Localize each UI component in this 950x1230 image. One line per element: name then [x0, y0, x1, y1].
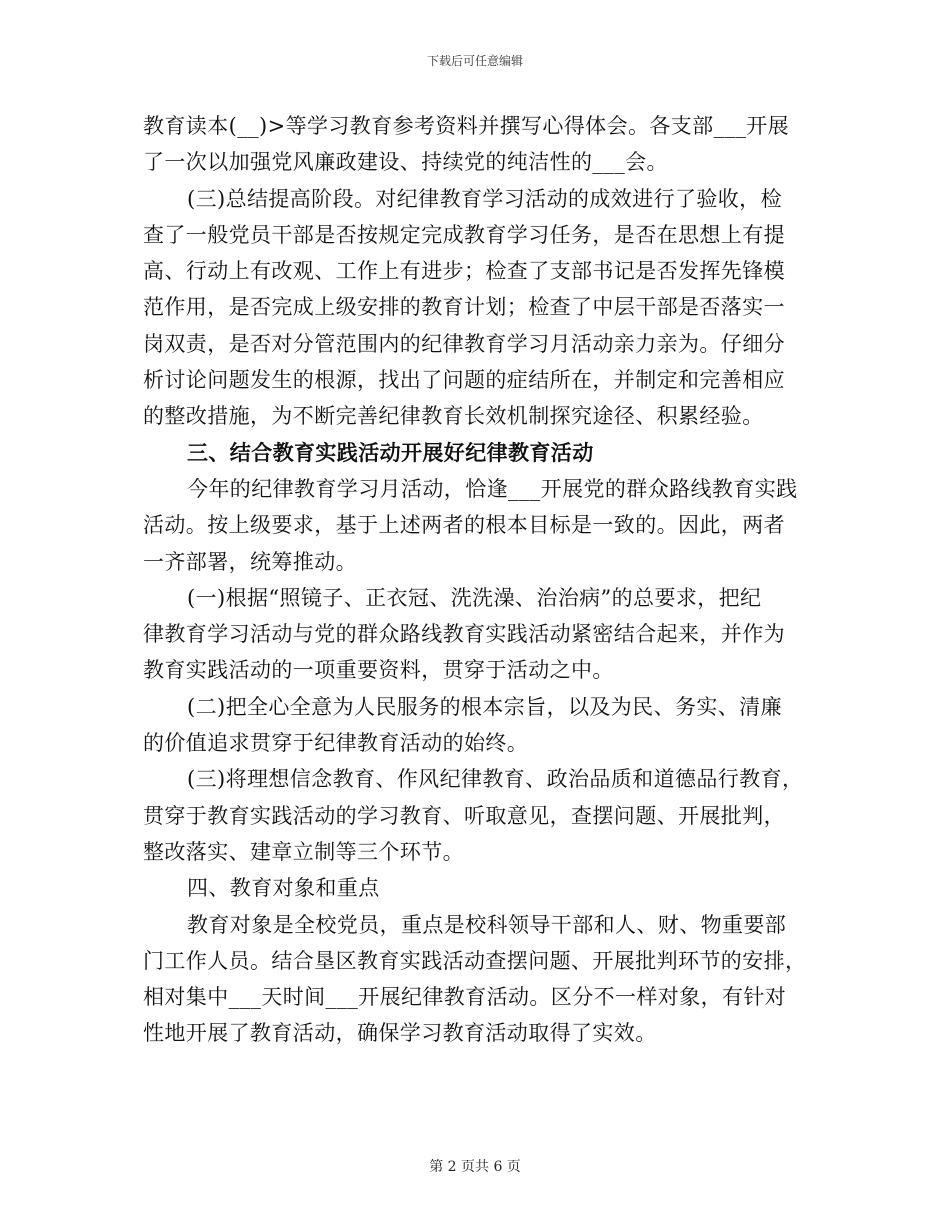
text-line: 教育对象是全校党员，重点是校科领导干部和人、财、物重要部: [187, 912, 787, 937]
text-line: 性地开展了教育活动，确保学习教育活动取得了实效。: [143, 1021, 657, 1046]
text-line: (三)总结提高阶段。对纪律教育学习活动的成效进行了验收，检: [187, 186, 782, 211]
section-heading-line: 三、结合教育实践活动开展好纪律教育活动: [187, 439, 594, 465]
text-line: (二)把全心全意为人民服务的根本宗旨，以及为民、务实、清廉: [187, 694, 782, 719]
text-line: 的整改措施，为不断完善纪律教育长效机制探究途径、积累经验。: [143, 404, 764, 429]
text-line: (三)将理想信念教育、作风纪律教育、政治品质和道德品行教育，: [187, 767, 804, 792]
text-line: 门工作人员。结合垦区教育实践活动查摆问题、开展批判环节的安排，: [143, 948, 807, 973]
text-line: 整改落实、建章立制等三个环节。: [143, 839, 464, 864]
text-line: 高、行动上有改观、工作上有进步；检查了支部书记是否发挥先锋模: [143, 259, 785, 284]
text-line: 析讨论问题发生的根源，找出了问题的症结所在，并制定和完善相应: [143, 368, 785, 393]
text-line: 贯穿于教育实践活动的学习教育、听取意见，查摆问题、开展批判，: [143, 803, 785, 828]
text-line: 岗双责，是否对分管范围内的纪律教育学习月活动亲力亲为。仔细分: [143, 331, 785, 356]
page-header: 下载后可任意编辑: [426, 54, 523, 68]
text-line: 律教育学习活动与党的群众路线教育实践活动紧密结合起来，并作为: [143, 622, 785, 647]
text-line: 范作用，是否完成上级安排的教育计划；检查了中层干部是否落实一: [143, 295, 785, 320]
text-line: 四、教育对象和重点: [187, 876, 380, 901]
text-line: 今年的纪律教育学习月活动，恰逢___开展党的群众路线教育实践: [187, 476, 798, 501]
text-line: 教育实践活动的一项重要资料，贯穿于活动之中。: [143, 658, 614, 683]
text-line: 查了一般党员干部是否按规定完成教育学习任务，是否在思想上有提: [143, 222, 785, 247]
text-line: 活动。按上级要求，基于上述两者的根本目标是一致的。因此，两者: [143, 513, 785, 538]
text-line: 了一次以加强党风廉政建设、持续党的纯洁性的___会。: [143, 150, 668, 175]
text-line: (一)根据“照镜子、正衣冠、洗洗澡、治治病”的总要求，把纪: [187, 585, 762, 610]
text-line: 一齐部署，统筹推动。: [143, 549, 357, 574]
text-line: 教育读本(__)>等学习教育参考资料并撰写心得体会。各支部___开展: [143, 114, 790, 138]
page-footer-page-number: 第 2 页共 6 页: [429, 1159, 521, 1175]
text-line: 的价值追求贯穿于纪律教育活动的始终。: [143, 731, 529, 756]
text-line: 相对集中___天时间___开展纪律教育活动。区分不一样对象，有针对: [143, 985, 787, 1010]
document-body: [143, 108, 808, 1052]
